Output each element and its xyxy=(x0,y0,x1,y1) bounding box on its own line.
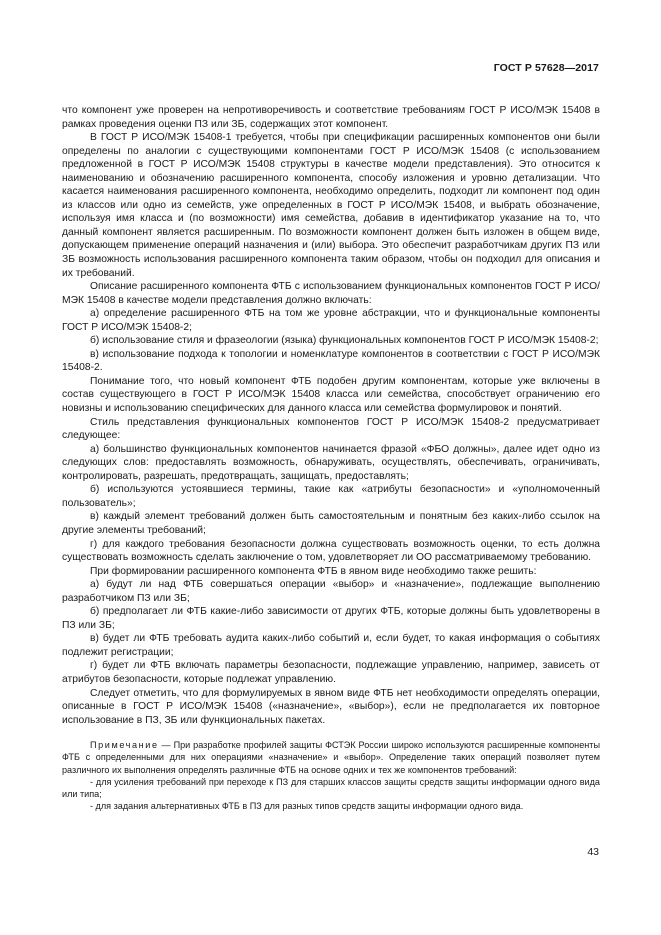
note-item: - для усиления требований при переходе к ПЗ для старших классов защиты средств защиты информации одного вида или типа; xyxy=(62,776,600,799)
note-item: - для задания альтернативных ФТБ в ПЗ для разных типов средств защиты информации одного вида. xyxy=(90,801,524,812)
list-item: в) каждый элемент требований должен быть самостоятельным и понятным без каких-либо ссылок на другие элементы требований; xyxy=(62,511,600,536)
paragraph-continuation: что компонент уже проверен на непротиворечивость и соответствие требованиям ГОСТ Р ИСО/МЭК 15408 в рамках проведения оценки ПЗ или ЗБ, содержащих этот компонент. xyxy=(62,105,600,130)
paragraph: В ГОСТ Р ИСО/МЭК 15408-1 требуется, чтобы при спецификации расширенных компонентов они были определены по аналогии с существующими компонентами ГОСТ Р ИСО/МЭК 15408 (с использованием предложенной в ГОСТ Р ИСО/МЭК 15408 структуры в качестве модели представления). Это относится к наименованию и обозначению расширенного компонента, способу изложения и уровню детализации. Что касается наименования расширенного компонента, необходимо определить, подходит ли компонент под один из классов или одно из семейств, уже определенных в ГОСТ Р ИСО/МЭК 15408, и выбрать обозначение, используя имя класса и (по возможности) имя семейства, добавив в идентификатор указание на то, что данный компонент является расширенным. По возможности компонент должен быть изложен в общем виде, допускающем применение операций назначения и (или) выбора. Это обеспечит разработчикам других ПЗ или ЗБ возможность использования расширенного компонента таким образом, чтобы он подходил для описания и их требований. xyxy=(62,132,600,279)
list-item: в) использование подхода к топологии и номенклатуре компонентов в соответствии с ГОСТ Р ИСО/МЭК 15408-2. xyxy=(62,348,600,374)
note-label: Примечание xyxy=(90,740,159,751)
paragraph: Следует отметить, что для формулируемых в явном виде ФТБ нет необходимости определять операции, описанные в ГОСТ Р ИСО/МЭК 15408 («назначение», «выбор»), если не предполагается их повторное использование в ПЗ, ЗБ или функциональных пакетах. xyxy=(62,687,600,726)
paragraph: Понимание того, что новый компонент ФТБ подобен другим компонентам, которые уже включены в состав существующего в ГОСТ Р ИСО/МЭК 15408 класса или семейства, способствует ограничению его новизны и использованию специфических для данного класса или семейства формулировок и понятий. xyxy=(62,375,600,415)
note-body: При разработке профилей защиты ФСТЭК России широко используются расширенные компоненты ФТБ с определенными для них операциями «назначение» и «выбор». Определение таких операций позволяет путем различного их выполнения определять различные ФТБ на основе одних и тех же компонентов требований: xyxy=(62,740,600,775)
document-header: ГОСТ Р 57628—2017 xyxy=(493,62,599,74)
document-body xyxy=(62,104,600,812)
paragraph: Описание расширенного компонента ФТБ с использованием функциональных компонентов ГОСТ Р ИСО/МЭК 15408 в качестве модели представления должно включать: xyxy=(62,281,600,306)
note-text xyxy=(62,739,600,776)
list-item: а) определение расширенного ФТБ на том же уровне абстракции, что и функциональные компоненты ГОСТ Р ИСО/МЭК 15408-2; xyxy=(62,308,600,333)
list-item: г) будет ли ФТБ включать параметры безопасности, подлежащие управлению, например, зависеть от атрибутов безопасности, которые подлежат управлению. xyxy=(62,660,600,685)
list-item: а) большинство функциональных компонентов начинается фразой «ФБО должны», далее идет одно из следующих слов: предоставлять возможность, обнаруживать, осуществлять, обеспечивать, ограничивать, контролировать, разрешать, предотвращать, защищать, предоставлять; xyxy=(62,443,600,482)
list-item: а) будут ли над ФТБ совершаться операции «выбор» и «назначение», подлежащие выполнению разработчиком ПЗ или ЗБ; xyxy=(62,579,600,604)
note-dash: — xyxy=(158,740,174,751)
list-item: б) используются устоявшиеся термины, такие как «атрибуты безопасности» и «уполномоченный пользователь»; xyxy=(62,484,600,509)
list-item: в) будет ли ФТБ требовать аудита каких-либо событий и, если будет, то какая информация о событиях подлежит регистрации; xyxy=(62,633,600,658)
page-number: 43 xyxy=(587,846,599,858)
list-item: б) предполагает ли ФТБ какие-либо зависимости от других ФТБ, которые должны быть удовлетворены в ПЗ или ЗБ; xyxy=(62,606,600,631)
paragraph: Стиль представления функциональных компонентов ГОСТ Р ИСО/МЭК 15408-2 предусматривает следующее: xyxy=(62,416,600,442)
list-item: г) для каждого требования безопасности должна существовать возможность оценки, то есть должна существовать возможность сделать заключение о том, удовлетворяет ли ОО рассматриваемому требованию. xyxy=(62,538,600,564)
list-item: б) использование стиля и фразеологии (языка) функциональных компонентов ГОСТ Р ИСО/МЭК 15408-2; xyxy=(90,335,599,347)
paragraph: При формировании расширенного компонента ФТБ в явном виде необходимо также решить: xyxy=(90,565,537,577)
note-block xyxy=(62,739,600,812)
